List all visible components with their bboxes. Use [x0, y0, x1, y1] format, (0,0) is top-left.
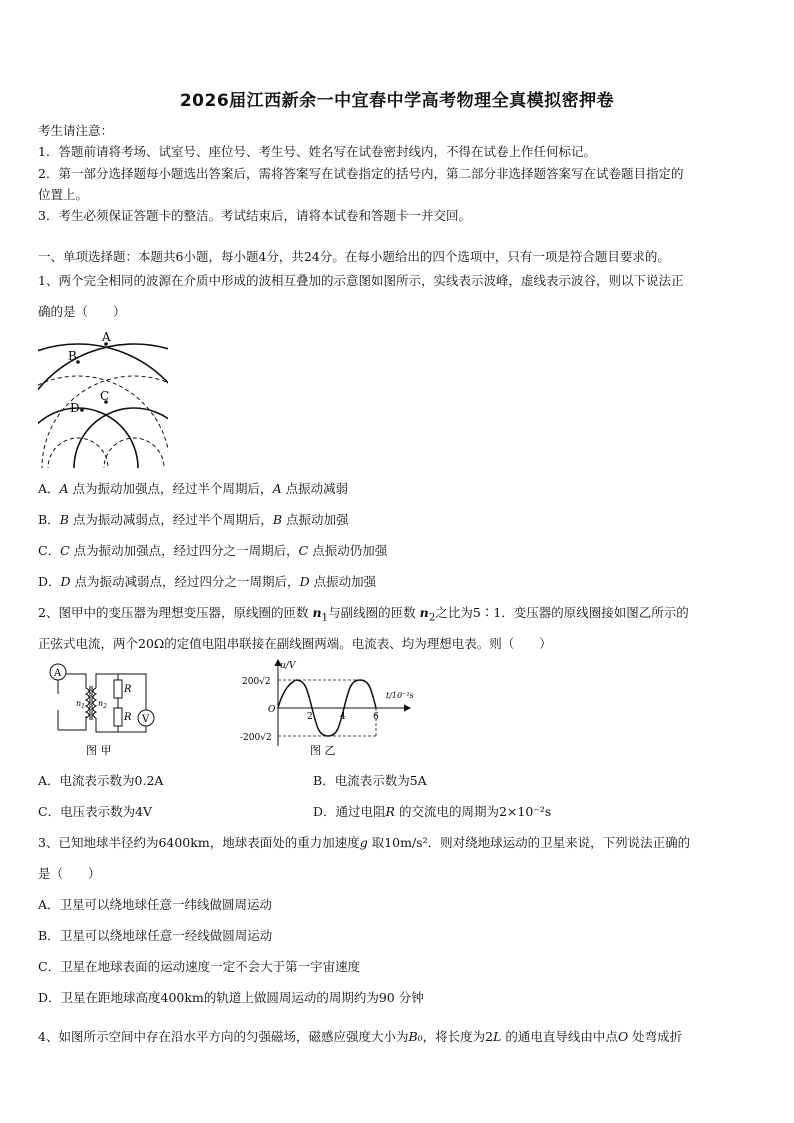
label-c: C	[100, 389, 110, 403]
q2-stem-line1: 2、图甲中的变压器为理想变压器，原线圈的匝数 $n_1$与副线圈的匝数 $n_2$之比为5∶1．变压器的原线圈接如图乙所示的	[38, 605, 689, 624]
q3-option-a: A．卫星可以绕地球任意一纬线做圆周运动	[38, 897, 273, 912]
q2-option-d: D．通过电阻R 的交流电的周期为2×10⁻²s	[313, 804, 552, 819]
figure-jia-caption: 图 甲	[86, 744, 112, 757]
q3-stem-line1: 3、已知地球半径约为6400km，地球表面处的重力加速度g 取10m/s²．则对绕地球运动的卫星来说，下列说法正确的	[38, 835, 691, 850]
y-min-label: -200√2	[240, 733, 272, 743]
q2-option-c: C．电压表示数为4V	[38, 804, 153, 819]
ammeter-label: A	[54, 668, 62, 679]
q3-option-c: C．卫星在地球表面的运动速度一定不会大于第一宇宙速度	[38, 959, 361, 974]
resistor-label-1: R	[124, 684, 132, 695]
x-axis-label: t/10⁻²s	[386, 691, 414, 700]
wave-interference-figure	[38, 328, 168, 470]
q3-option-d: D．卫星在距地球高度400km的轨道上做圆周运动的周期约为90 分钟	[38, 990, 424, 1005]
q4-stem-line1: 4、如图所示空间中存在沿水平方向的匀强磁场，磁感应强度大小为B₀，将长度为2L 的通电直导线由中点O 处弯成折	[38, 1029, 683, 1044]
notice-item-1: 1．答题前请将考场、试室号、座位号、考生号、姓名写在试卷密封线内，不得在试卷上作任何标记。	[38, 144, 596, 159]
notice-item-3: 3．考生必须保证答题卡的整洁。考试结束后，请将本试卷和答题卡一并交回。	[38, 208, 471, 223]
q1-option-a: A．A 点为振动加强点，经过半个周期后，A 点振动减弱	[38, 481, 349, 496]
tick-2: 2	[307, 712, 313, 722]
q2-option-a: A．电流表示数为0.2A	[38, 773, 164, 788]
y-max-label: 200√2	[242, 677, 271, 687]
n2-label: $n_2$	[98, 699, 107, 710]
q3-option-b: B．卫星可以绕地球任意一经线做圆周运动	[38, 928, 273, 943]
q3-stem-line2: 是（ ）	[38, 866, 101, 881]
q2-stem-line2: 正弦式电流，两个20Ω的定值电阻串联接在副线圈两端。电流表、均为理想电表。则（ ）	[38, 636, 552, 651]
resistor-label-2: R	[124, 712, 132, 723]
section-heading: 一、单项选择题：本题共6小题，每小题4分，共24分。在每小题给出的四个选项中，只有一项是符合题目要求的。	[38, 249, 670, 264]
label-d: D	[70, 401, 80, 415]
q1-stem-line1: 1、两个完全相同的波源在介质中形成的波相互叠加的示意图如图所示，实线表示波峰，虚线表示波谷，则以下说法正	[38, 273, 684, 288]
q2-option-b: B．电流表示数为5A	[313, 773, 427, 788]
notice-heading: 考生请注意：	[38, 123, 114, 138]
voltmeter-label: V	[142, 714, 150, 725]
y-axis-label: u/V	[280, 661, 296, 671]
q1-option-c: C．C 点为振动加强点，经过四分之一周期后，C 点振动仍加强	[38, 543, 388, 558]
tick-6: 6	[373, 712, 379, 722]
q1-stem-line2: 确的是（ ）	[38, 304, 126, 319]
label-b: B	[68, 349, 77, 363]
notice-item-2: 2．第一部分选择题每小题选出答案后，需将答案写在试卷指定的括号内，第二部分非选择题答案写在试卷题目指定的	[38, 166, 684, 181]
n1-label: $n_1$	[76, 699, 85, 710]
q1-option-d: D．D 点为振动减弱点，经过四分之一周期后，D 点振动加强	[38, 574, 377, 589]
origin-label: O	[268, 705, 276, 715]
tick-4: 4	[340, 712, 346, 722]
sine-wave-figure	[240, 658, 420, 760]
label-a: A	[102, 330, 111, 344]
notice-item-2-cont: 位置上。	[38, 187, 89, 202]
q1-option-b: B．B 点为振动减弱点，经过半个周期后，B 点振动加强	[38, 512, 349, 527]
page-title: 2026届江西新余一中宜春中学高考物理全真模拟密押卷	[179, 91, 615, 111]
point-d	[80, 408, 84, 412]
figure-yi-caption: 图 乙	[310, 744, 336, 757]
circuit-figure	[38, 660, 168, 760]
